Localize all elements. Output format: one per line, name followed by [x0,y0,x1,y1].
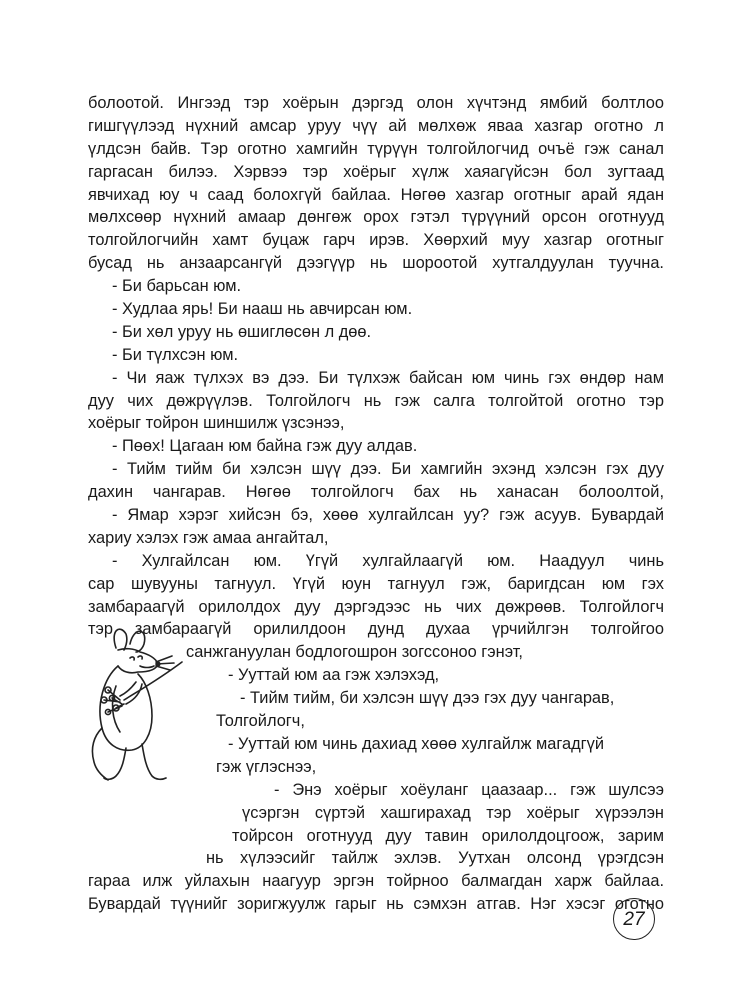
text-line: тэр замбараагүй орилилдоон дунд духаа үрчийлгэн толгойгоо [88,620,664,639]
text-line: дахин чангарав. Нөгөө толгойлогч бах нь ханасан болоолтой, [88,483,664,502]
text-line: үлдсэн байв. Тэр оготно хамгийн түрүүн толгойлогчид очъё гэж санал [88,139,664,158]
text-line: санжгануулан бодлогошрон зогссоноо гэнэт, [186,643,523,662]
text-line: Бувардай түүнийг зоригжуулж гарыг нь сэмхэн атгав. Нэг хэсэг оготно [88,895,664,914]
dialogue-line: - Би барьсан юм. [112,277,242,296]
text-line: мөлхсөөр нүхний амаар дөнгөж орох гэтэл түрүүний орсон оготнууд [88,208,664,227]
dialogue-line: - Тийм тийм, би хэлсэн шүү дээ гэх дуу чангарав, [240,689,615,708]
text-line: Толгойлогч, [216,712,305,731]
text-line: үсэргэн сүртэй хашгирахад тэр хоёрыг хүрээлэн [242,803,664,822]
text-line: дуу чих дөжрүүлэв. Толгойлогч нь гэж салга толгойтой оготно тэр [88,391,664,410]
text-line: хариу хэлэх гэж амаа ангайтал, [88,528,329,547]
mouse-illustration [86,620,194,788]
dialogue-line: - Ямар хэрэг хийсэн бэ, хөөө хулгайлсан уу? гэж асуув. Бувардай [112,506,664,525]
dialogue-line: - Хулгайлсан юм. Үгүй хулгайлаагүй юм. Наадуул чинь [112,551,664,570]
text-line: явчихад юу ч саад болохгүй байлаа. Нөгөө хазгар оготныг арай ядан [88,185,664,204]
page-number: 27 [613,898,655,940]
dialogue-line: - Тийм тийм би хэлсэн шүү дээ. Би хамгийн эхэнд хэлсэн гэх дуу [112,460,664,479]
dialogue-line: - Энэ хоёрыг хоёуланг цаазаар... гэж шулсээ [274,780,664,799]
dialogue-line: - Ууттай юм аа гэж хэлэхэд, [228,666,440,685]
dialogue-line: - Би түлхсэн юм. [112,345,239,364]
dialogue-line: - Худлаа ярь! Би нааш нь авчирсан юм. [112,300,413,319]
text-line: болоотой. Ингээд тэр хоёрын дэргэд олон хүчтэнд ямбий болтлоо [88,94,664,112]
text-line: хоёрыг тойрон шиншилж үзсэнээ, [88,414,345,433]
text-line: замбараагүй орилолдох дуу дэргэдээс нь чих дөжрөөв. Толгойлогч [88,597,664,616]
text-line: гаргасан билээ. Хэрвээ тэр хоёрыг хүлж хаяагүйсэн бол зугтаад [88,162,664,181]
dialogue-line: - Би хөл уруу нь өшиглөсөн л дөө. [112,322,372,341]
text-line: тойрсон оготнууд дуу тавин орилолдоцгоож, зарим [232,826,664,845]
dialogue-line: - Пөөх! Цагаан юм байна гэж дуу алдав. [112,437,418,456]
text-line: гараа илж уйлахын наагуур эргэн тойрноо балмагдан харж байлаа. [88,872,664,891]
body-text [88,92,664,916]
text-line: сар шувууны тагнуул. Үгүй юун тагнуул гэж, баригдсан юм гэх [88,574,664,593]
text-line: гэж үглэснээ, [216,757,317,776]
text-line: толгойлогчийн хамт буцаж гарч ирэв. Хөөрхий муу хазгар оготныг [88,231,664,250]
dialogue-line: - Ууттай юм чинь дахиад хөөө хулгайлж магадгүй [228,734,604,753]
text-line: нь хүлээсийг тайлж эхлэв. Уутхан олсонд үрэгдсэн [206,849,664,868]
text-line: бусад нь анзаарсангүй дээгүүр нь шороотой хутгалдуулан туучна. [88,254,664,273]
dialogue-line: - Чи яаж түлхэх вэ дээ. Би түлхэж байсан юм чинь гэх өндөр нам [112,368,664,387]
text-line: гишгүүлээд нүхний амсар уруу чүү ай мөлхөж яваа хазгар оготно л [88,116,664,135]
